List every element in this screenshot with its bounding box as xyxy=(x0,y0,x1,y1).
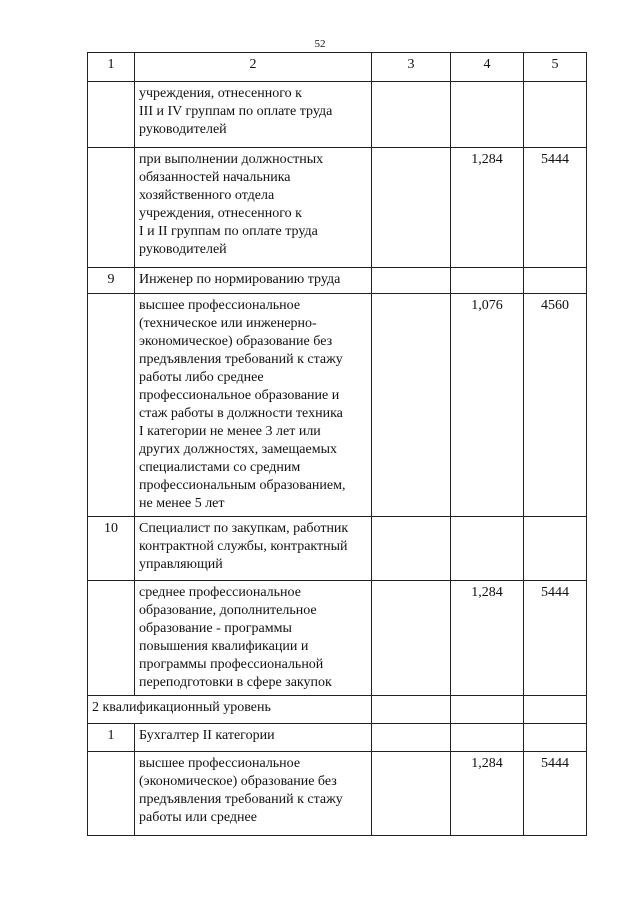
table-row xyxy=(88,752,587,836)
table-row xyxy=(88,294,587,517)
col-3-cell xyxy=(372,724,451,752)
qualification-level-label: 2 квалификационный уровень xyxy=(88,696,372,724)
salary-table xyxy=(87,52,587,836)
salary-cell xyxy=(524,696,587,724)
coefficient-cell xyxy=(451,517,524,581)
position-text: высшее профессиональное (экономическое) образование без предъявления требований к стажу работы или среднее xyxy=(135,752,372,836)
coefficient-cell xyxy=(451,82,524,148)
row-number xyxy=(88,752,135,836)
coefficient-cell: 1,284 xyxy=(451,752,524,836)
table-header-row xyxy=(88,53,587,82)
col-3-cell xyxy=(372,517,451,581)
page-number: 52 xyxy=(314,38,326,50)
salary-cell: 5444 xyxy=(524,752,587,836)
header-col-5: 5 xyxy=(524,53,587,82)
salary-cell: 4560 xyxy=(524,294,587,517)
position-text: Специалист по закупкам, работник контрактной службы, контрактный управляющий xyxy=(135,517,372,581)
col-3-cell xyxy=(372,294,451,517)
col-3-cell xyxy=(372,148,451,268)
coefficient-cell xyxy=(451,696,524,724)
position-text: при выполнении должностных обязанностей начальника хозяйственного отдела учреждения, отнесенного к I и II группам по оплате труда руководителей xyxy=(135,148,372,268)
salary-cell xyxy=(524,82,587,148)
coefficient-cell xyxy=(451,724,524,752)
coefficient-cell: 1,284 xyxy=(451,581,524,696)
table-row xyxy=(88,82,587,148)
row-number: 1 xyxy=(88,724,135,752)
position-text: высшее профессиональное (техническое или инженерно- экономическое) образование без предъявления требований к стажу работы либо среднее профессиональное образование и стаж работы в должности техника I категории не менее 3 лет или других должностях, замещаемых специалистами со средним профессиональным образованием, не менее 5 лет xyxy=(135,294,372,517)
position-text: Бухгалтер II категории xyxy=(135,724,372,752)
row-number xyxy=(88,294,135,517)
row-number xyxy=(88,581,135,696)
table-row xyxy=(88,517,587,581)
salary-cell: 5444 xyxy=(524,148,587,268)
header-col-2: 2 xyxy=(135,53,372,82)
table-row xyxy=(88,581,587,696)
col-3-cell xyxy=(372,82,451,148)
header-col-1: 1 xyxy=(88,53,135,82)
coefficient-cell: 1,284 xyxy=(451,148,524,268)
position-text: Инженер по нормированию труда xyxy=(135,268,372,294)
col-3-cell xyxy=(372,581,451,696)
table-row xyxy=(88,148,587,268)
table-row xyxy=(88,724,587,752)
coefficient-cell: 1,076 xyxy=(451,294,524,517)
position-text: учреждения, отнесенного к III и IV группам по оплате труда руководителей xyxy=(135,82,372,148)
salary-cell xyxy=(524,268,587,294)
row-number xyxy=(88,148,135,268)
row-number: 9 xyxy=(88,268,135,294)
row-number: 10 xyxy=(88,517,135,581)
table-row xyxy=(88,268,587,294)
qualification-level-row xyxy=(88,696,587,724)
col-3-cell xyxy=(372,752,451,836)
row-number xyxy=(88,82,135,148)
coefficient-cell xyxy=(451,268,524,294)
position-text: среднее профессиональное образование, дополнительное образование - программы повышения квалификации и программы профессиональной переподготовки в сфере закупок xyxy=(135,581,372,696)
col-3-cell xyxy=(372,696,451,724)
col-3-cell xyxy=(372,268,451,294)
header-col-4: 4 xyxy=(451,53,524,82)
header-col-3: 3 xyxy=(372,53,451,82)
salary-cell: 5444 xyxy=(524,581,587,696)
salary-cell xyxy=(524,517,587,581)
salary-cell xyxy=(524,724,587,752)
